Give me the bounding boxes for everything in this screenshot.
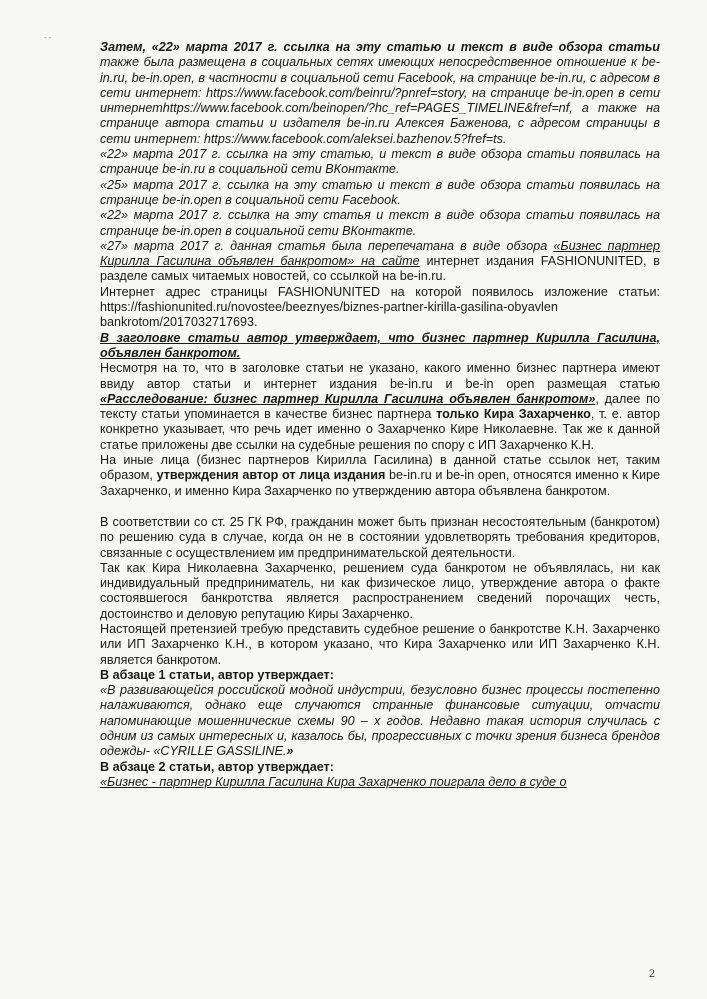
paragraph-fashionunited-url: Интернет адрес страницы FASHIONUNITED на которой появилось изложение статьи: https://fashionunited.ru/novostee/beeznyes/biznes-partner-kirilla-gasilina-obyavlen bankrotom/2017032717693. [100, 284, 660, 330]
paragraph-not-bankrupt: Так как Кира Николаевна Захарченко, решением суда банкротом не объявлялась, ни как индивидуальный предприниматель, ни как физическое лицо, утверждение автора о факте состоявшегося банкротства является распространением сведений порочащих честь, достоинство и деловую репутацию Киры Захарченко. [100, 560, 660, 621]
paragraph-demand: Настоящей претензией требую представить судебное решение о банкротстве К.Н. Захарченко или ИП Захарченко К.Н., в котором указано, что Кира Захарченко или ИП Захарченко К.Н. является банкротом. [100, 621, 660, 667]
paragraph-lead: Затем, «22» марта 2017 г. ссылка на эту статью и текст в виде обзора статьи [100, 40, 660, 54]
partner-name: только Кира Захарченко [436, 407, 591, 422]
paragraph-text: , далее по тексту статьи упоминается в качестве бизнес партнера [100, 391, 660, 422]
paragraph-other-persons [100, 453, 660, 499]
paragraph-vk-be-in-open: «22» марта 2017 г. ссылка на эту статья и текст в виде обзора статьи появилась на странице be-in.open в социальной сети ВКонтакте. [100, 208, 660, 238]
paragraph-text: Несмотря на то, что в заголовке статьи не указано, какого именно бизнес партнера имеют ввиду автор статьи и интернет издания be-in.ru и be-in open размещая статью [100, 361, 660, 391]
paragraph-text: интернет издания FASHIONUNITED, в разделе самых читаемых новостей, со ссылкой на be-in.ru. [100, 254, 660, 284]
paragraph-fashionunited [100, 239, 660, 285]
article-title-quote: «Расследование: бизнес партнер Кирилла Гасилина объявлен банкротом» [100, 391, 596, 406]
paragraph-lead: «27» марта 2017 г. данная статья была перепечатана в виде обзора [100, 238, 554, 253]
paragraph-spacer [100, 499, 660, 515]
page-number: 2 [649, 966, 655, 980]
quote-paragraph-2: «Бизнес - партнер Кирилла Гасилина Кира Захарченко поиграла дело в суде о [100, 774, 567, 789]
fashionunited-article-link[interactable]: «Бизнес партнер Кирилла Гасилина объявлен банкротом» на сайте [100, 238, 661, 269]
paragraph-text: , т. е. автор конкретно указывает, что речь идет именно о Захарченко Кире Николаевне. Так же к данной статье приложены две ссылки на судебные решения по спору с ИП Захарченко К.Н. [100, 407, 661, 452]
heading-paragraph-2: В абзаце 2 статьи, автор утверждает: [100, 759, 334, 774]
paragraph-facebook-be-in-open: «25» марта 2017 г. ссылка на эту статью и текст в виде обзора статьи появилась на странице be-in.open в социальной сети Facebook. [100, 177, 660, 207]
quote-paragraph-1 [100, 683, 660, 759]
bold-phrase: утверждения автор от лица издания [156, 468, 386, 483]
paragraph-partner-identification [100, 361, 660, 453]
paragraph-text: be-in.ru и be-in open, относятся именно к Кире Захарченко, и именно Кира Захарченко по утверждению автора объявлена банкротом. [100, 468, 660, 498]
quote-end: » [286, 744, 294, 759]
paragraph-civil-code: В соответствии со ст. 25 ГК РФ, гражданин может быть признан несостоятельным (банкротом) по решению суда в случае, когда он не в состоянии удовлетворять требования кредиторов, связанные с осуществлением им предпринимательской деятельности. [100, 514, 660, 560]
paragraph-facebook-posts [100, 40, 660, 147]
paragraph-text: также была размещена в социальных сетях имеющих непосредственное отношение к be-in.ru, be-in.open, в частности в социальной сети Facebook, на странице be-in.ru, с адресом в сети интернет: https://www.facebook.com/beinru/?pnref=story, на странице be-in.open в сети интернетhttps://www.facebook.com/beinopen/?hc_ref=PAGES_TIMELINE&fref=nf, а также на странице автора статьи и издателя be-in.ru Алексея Баженова, с адресом страницы в сети интернет: https://www.facebook.com/aleksei.bazhenov.5?fref=ts. [100, 55, 660, 146]
heading-paragraph-1: В абзаце 1 статьи, автор утверждает: [100, 667, 334, 682]
document-body [100, 40, 660, 790]
heading-title-claim: В заголовке статьи автор утверждает, что бизнес партнер Кирилла Гасилина, объявлен банкротом. [100, 330, 660, 360]
paragraph-text: На иные лица (бизнес партнеров Кирилла Гасилина) в данной статье ссылок нет, таким образом, [100, 453, 660, 483]
corner-mark: - - [44, 33, 52, 42]
paragraph-vk-be-in-ru: «22» марта 2017 г. ссылка на эту статью, и текст в виде обзора статьи появилась на странице be-in.ru в социальной сети ВКонтакте. [100, 147, 660, 177]
quote-text: «В развивающейся российской модной индустрии, безусловно бизнес процессы постепенно налаживаются, однако еще случаются странные финансовые ситуации, отчасти напоминающие мошеннические схемы 90 – х годов. Недавно такая история случилась с одним из самых интересных и, казалось бы, прогрессивных с точки зрения бизнеса брендов одежды- «CYRILLE GASSILINE. [100, 683, 660, 759]
